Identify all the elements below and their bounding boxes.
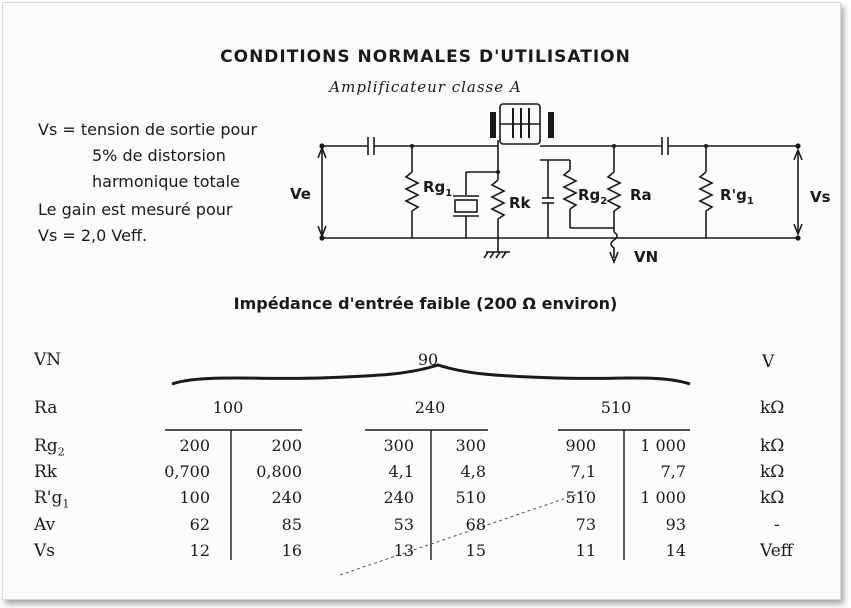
rg1-label: $Rg_1$ [423,178,453,199]
table-cell: 0,700 [164,462,210,481]
table-cell: 15 [465,541,486,560]
table-cell: 200 [271,436,302,455]
rpg1-label: $R'g_1$ [720,186,754,207]
page-subtitle: Amplificateur classe A [329,78,522,96]
ra-unit: kΩ [760,398,785,418]
vs-label: Vs [810,188,831,206]
row-label: $Rg_2$ [34,436,65,459]
vn-row-label: VN [34,350,62,370]
ra-value-2: 240 [414,398,446,417]
rk-label: Rk [509,194,531,212]
impedance-heading: Impédance d'entrée faible (200 Ω environ) [233,294,618,313]
vn-label: VN [634,248,659,266]
note-line-5: Vs = 2,0 Veff. [38,226,148,245]
table-cell: 4,1 [388,462,414,481]
row-unit: kΩ [760,488,785,508]
row-unit: kΩ [760,462,785,482]
row-unit: - [774,515,780,535]
vn-value: 90 [417,350,439,369]
ve-label: Ve [290,185,311,203]
table-cell: 300 [383,436,414,455]
table-cell: 68 [465,515,486,534]
table-cell: 100 [179,488,210,507]
note-line-2: 5% de distorsion [92,146,226,165]
table-cell: 240 [271,488,302,507]
table-cell: 1 000 [640,488,686,507]
vn-unit: V [762,352,775,372]
row-unit: kΩ [760,436,785,456]
table-cell: 4,8 [460,462,486,481]
table-cell: 14 [665,541,686,560]
table-cell: 7,1 [570,462,596,481]
table-cell: 240 [383,488,414,507]
table-cell: 1 000 [640,436,686,455]
row-label: $R'g_1$ [34,488,70,511]
table-cell: 510 [565,488,596,507]
table-cell: 13 [393,541,414,560]
table-cell: 510 [455,488,486,507]
table-cell: 200 [179,436,210,455]
ra-value-3: 510 [600,398,632,417]
row-label: Vs [34,541,56,561]
note-line-3: harmonique totale [92,172,240,191]
table-cell: 7,7 [660,462,686,481]
row-label: Rk [34,462,58,482]
table-cell: 12 [189,541,210,560]
note-line-1: Vs = tension de sortie pour [38,120,258,139]
table-cell: 93 [665,515,686,534]
row-label: Av [34,515,56,535]
page-title: CONDITIONS NORMALES D'UTILISATION [220,47,631,67]
table-cell: 11 [575,541,596,560]
table-cell: 16 [281,541,302,560]
table-cell: 73 [575,515,596,534]
table-cell: 85 [281,515,302,534]
row-unit: Veff [760,541,793,561]
table-cell: 0,800 [256,462,302,481]
ra-value-1: 100 [212,398,244,417]
note-line-4: Le gain est mesuré pour [38,200,233,219]
table-cell: 300 [455,436,486,455]
rg2-label: $Rg_2$ [578,186,608,207]
table-cell: 53 [393,515,414,534]
table-cell: 900 [565,436,596,455]
table-cell: 62 [189,515,210,534]
ra-row-label: Ra [34,398,58,418]
ra-label: Ra [630,186,652,204]
